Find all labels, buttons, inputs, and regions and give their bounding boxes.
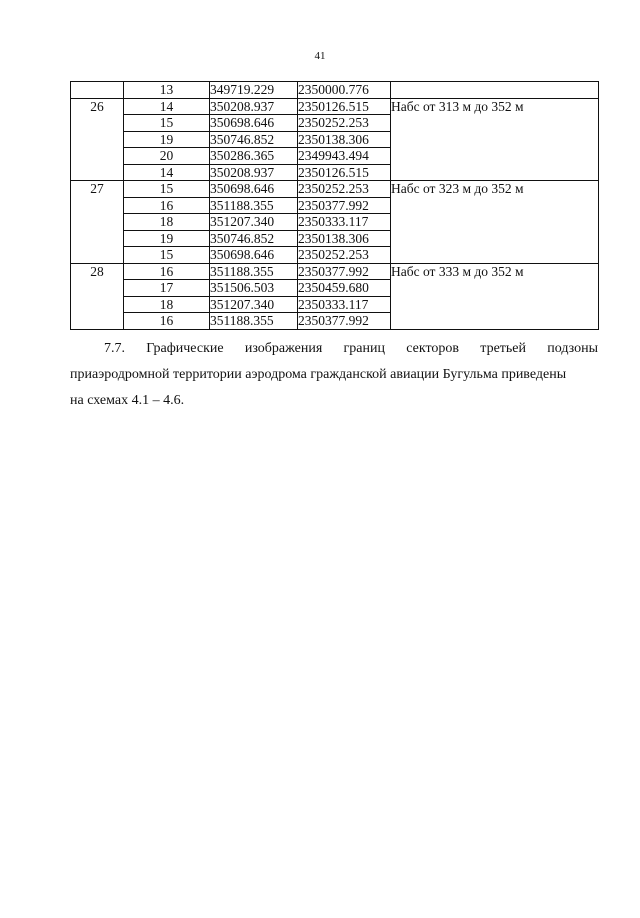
x-coordinate-cell: 350746.852	[210, 230, 298, 247]
y-coordinate-cell: 2350252.253	[298, 115, 391, 132]
x-coordinate-cell: 351506.503	[210, 280, 298, 297]
point-number-cell: 15	[124, 181, 210, 198]
point-number-cell: 13	[124, 82, 210, 99]
point-number-cell: 14	[124, 164, 210, 181]
sector-number-cell: 28	[71, 263, 124, 329]
y-coordinate-cell: 2350138.306	[298, 131, 391, 148]
y-coordinate-cell: 2350252.253	[298, 181, 391, 198]
y-coordinate-cell: 2350252.253	[298, 247, 391, 264]
x-coordinate-cell: 350286.365	[210, 148, 298, 165]
point-number-cell: 16	[124, 263, 210, 280]
y-coordinate-cell: 2350377.992	[298, 313, 391, 330]
point-number-cell: 14	[124, 98, 210, 115]
coordinates-table	[70, 81, 599, 330]
point-number-cell: 19	[124, 131, 210, 148]
y-coordinate-cell: 2350377.992	[298, 263, 391, 280]
table-row	[71, 181, 599, 198]
x-coordinate-cell: 350698.646	[210, 247, 298, 264]
x-coordinate-cell: 350698.646	[210, 181, 298, 198]
x-coordinate-cell: 351188.355	[210, 263, 298, 280]
paragraph-line: 7.7. Графические изображения границ секторов третьей подзоны	[104, 341, 598, 356]
sector-number-cell: 27	[71, 181, 124, 264]
point-number-cell: 16	[124, 313, 210, 330]
point-number-cell: 15	[124, 247, 210, 264]
y-coordinate-cell: 2350333.117	[298, 214, 391, 231]
sector-number-cell: 26	[71, 98, 124, 181]
y-coordinate-cell: 2350000.776	[298, 82, 391, 99]
y-coordinate-cell: 2350333.117	[298, 296, 391, 313]
paragraph-line: приаэродромной территории аэродрома гражданской авиации Бугульма приведены	[70, 367, 567, 382]
x-coordinate-cell: 350208.937	[210, 164, 298, 181]
y-coordinate-cell: 2350126.515	[298, 164, 391, 181]
point-number-cell: 16	[124, 197, 210, 214]
y-coordinate-cell: 2349943.494	[298, 148, 391, 165]
table-row	[71, 263, 599, 280]
point-number-cell: 17	[124, 280, 210, 297]
sector-cell	[71, 82, 124, 99]
x-coordinate-cell: 349719.229	[210, 82, 298, 99]
table-row	[71, 98, 599, 115]
point-number-cell: 20	[124, 148, 210, 165]
paragraph-line: на схемах 4.1 – 4.6.	[70, 393, 185, 408]
y-coordinate-cell: 2350377.992	[298, 197, 391, 214]
section-paragraph	[70, 336, 598, 414]
x-coordinate-cell: 351207.340	[210, 296, 298, 313]
table-row	[71, 82, 599, 99]
point-number-cell: 15	[124, 115, 210, 132]
x-coordinate-cell: 351188.355	[210, 313, 298, 330]
x-coordinate-cell: 350208.937	[210, 98, 298, 115]
x-coordinate-cell: 351207.340	[210, 214, 298, 231]
y-coordinate-cell: 2350459.680	[298, 280, 391, 297]
point-number-cell: 18	[124, 214, 210, 231]
y-coordinate-cell: 2350138.306	[298, 230, 391, 247]
y-coordinate-cell: 2350126.515	[298, 98, 391, 115]
x-coordinate-cell: 350698.646	[210, 115, 298, 132]
x-coordinate-cell: 351188.355	[210, 197, 298, 214]
page-number: 41	[314, 50, 326, 62]
point-number-cell: 18	[124, 296, 210, 313]
height-note-cell	[391, 82, 599, 99]
point-number-cell: 19	[124, 230, 210, 247]
height-note-cell: Набс от 323 м до 352 м	[391, 181, 599, 264]
height-note-cell: Набс от 313 м до 352 м	[391, 98, 599, 181]
height-note-cell: Набс от 333 м до 352 м	[391, 263, 599, 329]
x-coordinate-cell: 350746.852	[210, 131, 298, 148]
